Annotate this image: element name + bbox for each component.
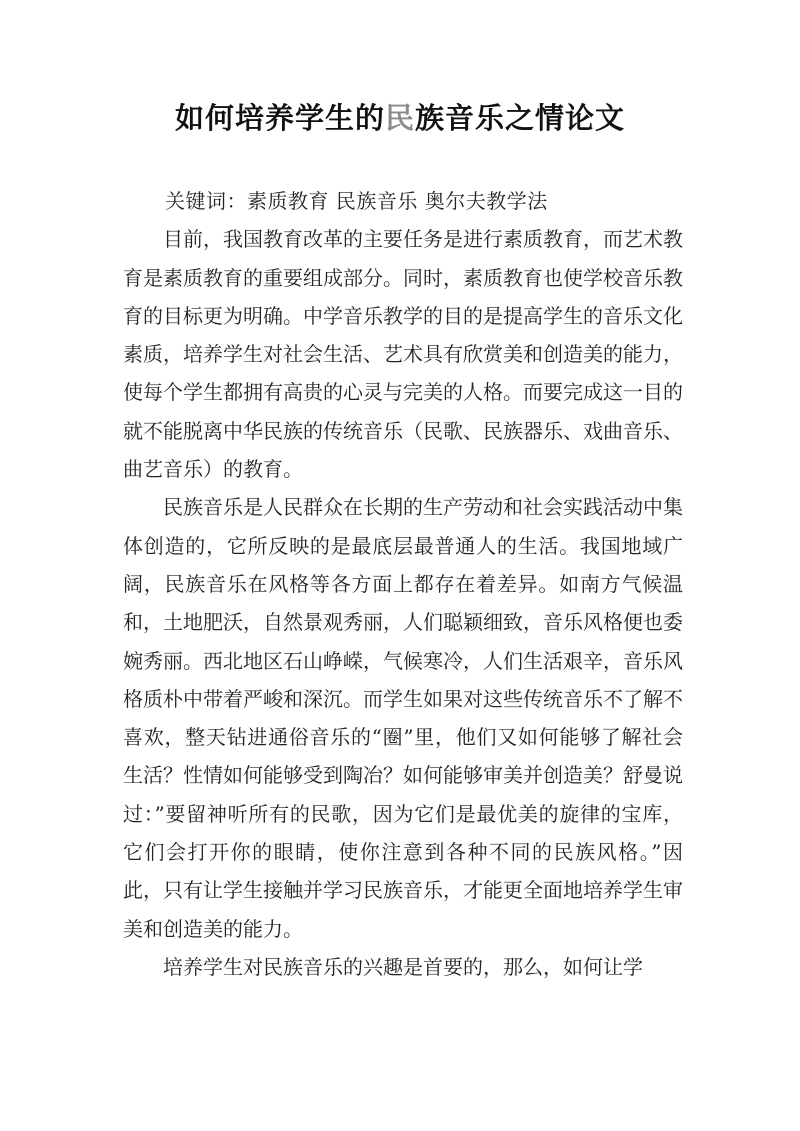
keywords-line: 关键词：素质教育 民族音乐 奥尔夫教学法: [165, 189, 548, 213]
title-text-end: 族音乐之情论文: [415, 101, 626, 135]
paragraph-3: 培养学生对民族音乐的兴趣是首要的，那么，如何让学: [163, 954, 643, 979]
document-body: [123, 182, 683, 986]
paragraph-1: 目前，我国教育改革的主要任务是进行素质教育，而艺术教育是素质教育的重要组成部分。同时，素质教育也使学校音乐教育的目标更为明确。中学音乐教学的目的是提高学生的音乐文化素质，培养学生对社会生活、艺术具有欣赏美和创造美的能力，使每个学生都拥有高贵的心灵与完美的人格。而要完成这一目的就不能脱离中华民族的传统音乐（民歌、民族器乐、戏曲音乐、曲艺音乐）的教育。: [123, 227, 683, 482]
paragraph-2: 民族音乐是人民群众在长期的生产劳动和社会实践活动中集体创造的，它所反映的是最底层最普通人的生活。我国地域广阔，民族音乐在风格等各方面上都存在着差异。如南方气候温和，土地肥沃，自然景观秀丽，人们聪颖细致，音乐风格便也委婉秀丽。西北地区石山峥嵘，气候寒冷，人们生活艰辛，音乐风格质朴中带着严峻和深沉。而学生如果对这些传统音乐不了解不喜欢，整天钻进通俗音乐的“圈”里，他们又如何能够了解社会生活？性情如何能够受到陶冶？如何能够审美并创造美？舒曼说过：”要留神听所有的民歌，因为它们是最优美的旋律的宝库，它们会打开你的眼睛，使你注意到各种不同的民族风格。”因此，只有让学生接触并学习民族音乐，才能更全面地培养学生审美和创造美的能力。: [123, 495, 683, 941]
title-highlight: 民: [384, 101, 415, 135]
title-text-start: 如何培养学生的: [174, 101, 385, 135]
document-title: [0, 96, 800, 137]
